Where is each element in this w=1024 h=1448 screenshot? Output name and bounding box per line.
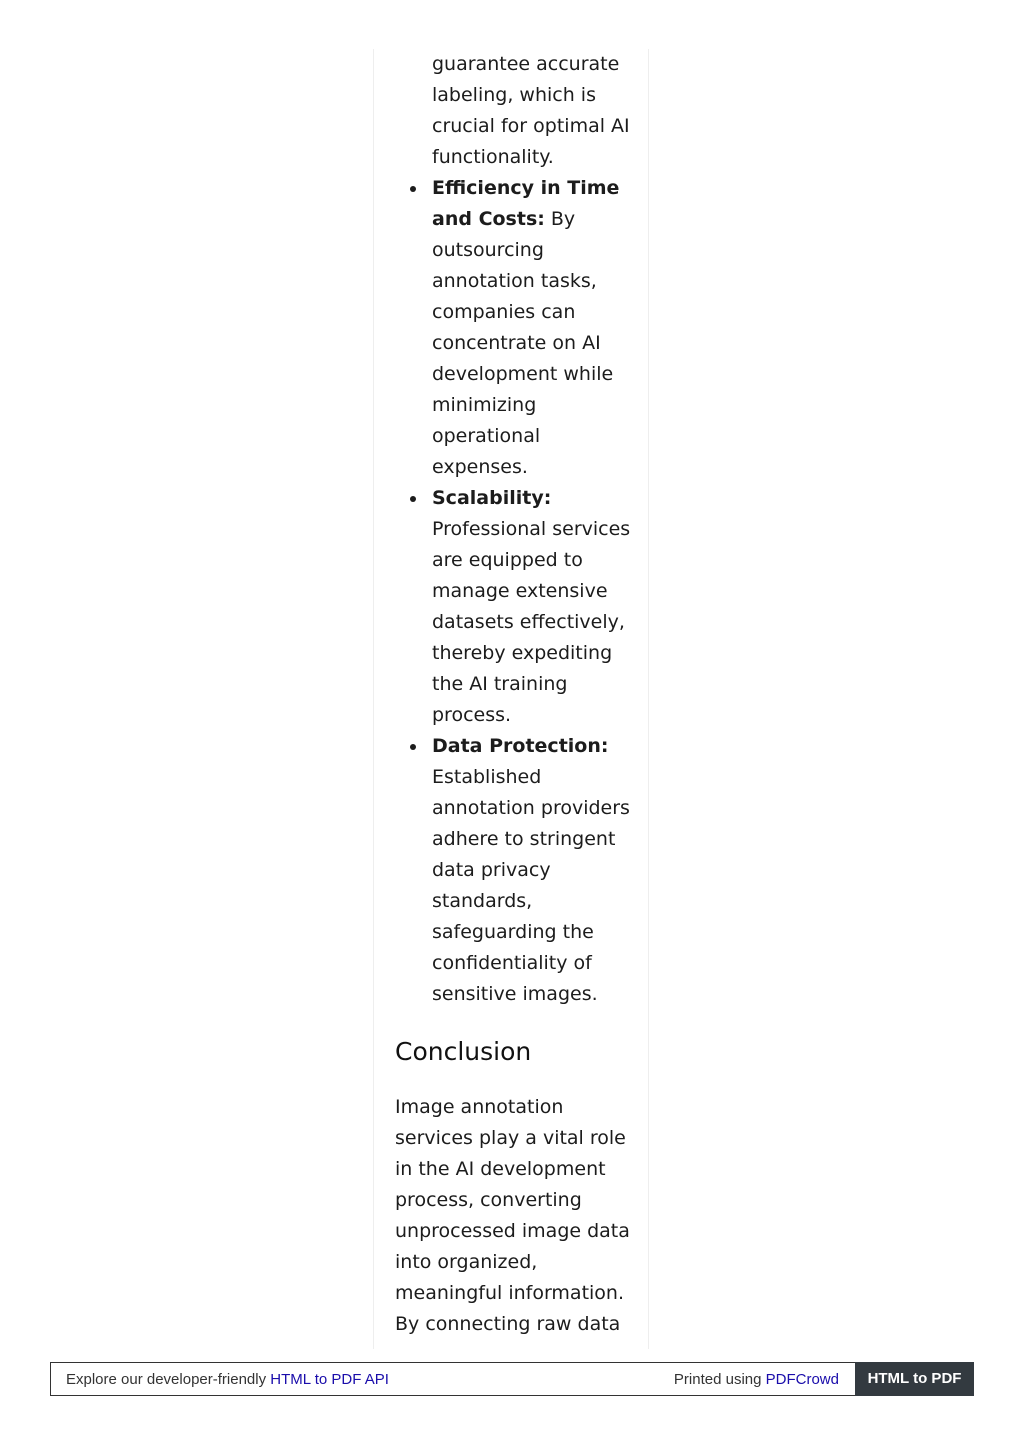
conclusion-heading: Conclusion — [395, 1037, 532, 1066]
benefits-list — [395, 49, 635, 1010]
list-item-lead: Scalability: — [432, 487, 552, 509]
bullet-icon — [410, 186, 416, 192]
list-item-text: Professional services are equipped to manage extensive datasets effectively, thereby expediting the AI training process. — [432, 518, 631, 726]
article-column — [373, 49, 649, 1349]
list-item-text: By outsourcing annotation tasks, companies can concentrate on AI development while minimizing operational expenses. — [432, 208, 614, 478]
footer-explore — [66, 1371, 389, 1388]
list-item-text: Established annotation providers adhere to stringent data privacy standards, safeguarding the confidentiality of sensitive images. — [432, 766, 630, 1005]
html-to-pdf-api-link[interactable]: HTML to PDF API — [270, 1371, 389, 1388]
article-content — [395, 49, 635, 1340]
footer-explore-text: Explore our developer-friendly — [66, 1371, 271, 1388]
pdf-footer-bar — [50, 1362, 974, 1396]
list-item-continued — [432, 49, 635, 173]
footer-printed — [674, 1371, 839, 1388]
list-item-data-protection — [432, 731, 635, 1010]
html-to-pdf-badge[interactable]: HTML to PDF — [855, 1362, 974, 1396]
bullet-icon — [410, 496, 416, 502]
conclusion-paragraph: Image annotation services play a vital role in the AI development process, converting unprocessed image data into organized, meaningful information. By connecting raw data — [395, 1096, 630, 1335]
list-item-scalability — [432, 483, 635, 731]
list-item-efficiency — [432, 173, 635, 483]
footer-printed-text: Printed using — [673, 1371, 766, 1388]
list-item-lead: Efficiency in Time and Costs: — [432, 177, 620, 230]
bullet-icon — [410, 744, 416, 750]
list-item-lead: Data Protection: — [432, 735, 609, 757]
list-item-text: guarantee accurate labeling, which is crucial for optimal AI functionality. — [432, 53, 630, 168]
pdfcrowd-link[interactable]: PDFCrowd — [765, 1371, 839, 1388]
